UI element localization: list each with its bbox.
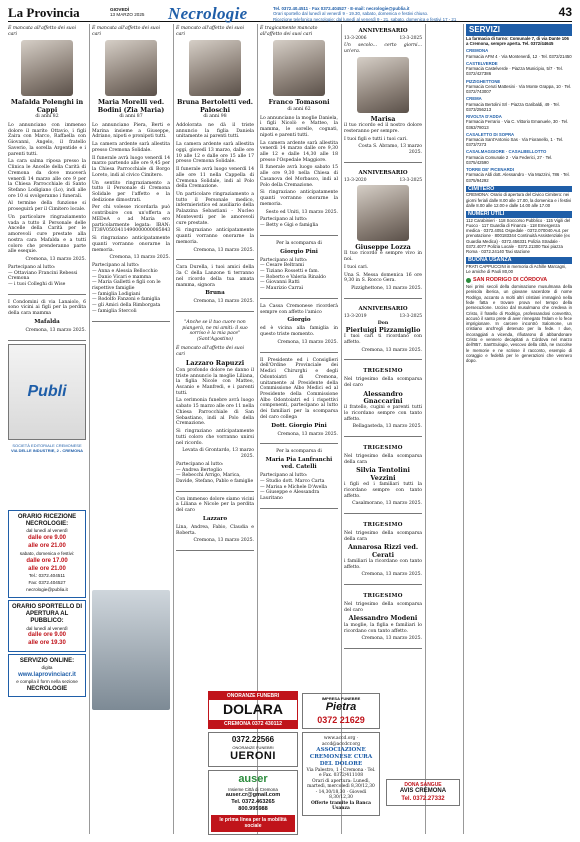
condolence-date: Cremona, 13 marzo 2025.	[25, 327, 86, 333]
obituary-quote: "Anche se il tuo cuore non piangerà, ne mi amiti: il suo sorriso è la mia pace" (Sant'Agostino)	[182, 320, 248, 343]
page-number: 43	[558, 5, 572, 19]
anniversary-text: I tuoi cari.	[344, 264, 369, 270]
online-service-box	[8, 654, 86, 697]
obituary-intro: È mancata all'affetto dei suoi cari	[92, 26, 160, 37]
saint-icon	[466, 278, 471, 283]
obituary-text: Il funerale avrà luogo sabato 15 alle ore 9,30 nella Chiesa di Casanova del Morbasco, indi al Polo della Cremazione.	[260, 165, 338, 188]
accd-ad-web: www.accd.org · accd@accdcr.org	[321, 736, 361, 747]
anniversary-pizzamiglio	[344, 302, 422, 361]
deceased-age: di anni 62	[287, 106, 311, 112]
reception-weekend-to: alle ore 21.00	[28, 565, 66, 572]
obituary-text: Lo annunciano Piera, Berti e Marina insieme a Giuseppe, Adriano, nipoti e pronipoti tutti.	[92, 122, 170, 140]
useful-numbers-title: NUMERI UTILI	[466, 211, 572, 218]
opening-hours-panel	[8, 508, 86, 697]
avis-ad-wrap	[386, 776, 460, 809]
condolence-date: Cremona, 13 marzo 2025.	[193, 299, 254, 305]
deceased-name: Giuseppe Lozza	[355, 243, 411, 251]
deceased-name: Alessandro Gnaccarini	[363, 389, 403, 405]
auser-ad-phone: Tel. 0372.463265	[231, 799, 275, 806]
column-4	[260, 24, 338, 512]
participants-list: Partecipano al lutto: — Anna e Alessia Bellocchio — Danio Vicari e mamma — Maria Galletti e figli con le rispettive famiglie — famiglia Lodigiani — Rodolfo Fanzoni e famiglia — gli Amici della Rimborgata — famiglia Stercoli	[92, 263, 161, 314]
dolara-ad	[208, 691, 298, 729]
online-service-section: NECROLOGIE	[26, 686, 68, 693]
condolence-pini-1	[260, 239, 338, 299]
column-1	[8, 24, 86, 453]
condolence-name: Maria Pia Lanfranchi ved. Catelli	[265, 457, 333, 471]
deceased-name: Franco Tomasoni	[268, 98, 330, 107]
condolence-text: Per la scomparsa di	[276, 240, 322, 246]
deceased-age: di anni 98	[203, 114, 227, 120]
anniversary-dates	[344, 314, 422, 320]
obituary-text: Con profondo dolore ne danno il triste annuncio la moglie Liliana, la figlia Nicole con Matteo, Ascanio e Manfredi, e i parenti tutti.	[176, 367, 254, 396]
trigesimo-text: Nel trigesimo della scomparsa del caro	[344, 601, 422, 613]
anniversary-date-to: 13-3-2025	[399, 35, 422, 41]
counter-hours-from: dalle ore 9.00	[27, 632, 67, 639]
reception-hours-weekend: sabato, domenica e festivi:	[19, 550, 75, 556]
obituary-place-date: Cremona, 13 marzo 2025.	[25, 257, 86, 263]
accd-ad-address: Via Palestro, 1 - Cremona · Tel. e Fax. 0372/411108	[306, 767, 376, 779]
anniversary-text: I tuoi figli e tutti i tuoi cari.	[344, 136, 408, 142]
pharmacy-town: CASALETTO DI SOPRA	[466, 131, 515, 137]
condolence-name: Giorgio	[287, 317, 311, 324]
trigesimo-text: il fratello, cugini e parenti tutti lo ricordano sempre con tanto affetto.	[344, 405, 422, 422]
trigesimo-gnaccarini	[344, 363, 422, 437]
condolence-name: Lazzaro	[202, 515, 228, 522]
issue-date-text: 13 MARZO 2025	[110, 12, 145, 18]
obituary-text: Si ringraziano anticipatamente quanti vorranno onorarne la memoria.	[92, 236, 170, 253]
portrait-photo	[21, 40, 73, 96]
condolence-text: I Condomini di via Lanaiolo, 6 sono vicini ai figli per la perdita della cara mamma	[8, 299, 86, 317]
deceased-name: Pierluigi Pizzamiglio	[345, 325, 421, 334]
accd-ad-title: ASSOCIAZIONE CREMONESE CURA DEL DOLORE	[309, 747, 373, 767]
trigesimo-place-date: Cremona, 13 marzo 2025.	[361, 572, 422, 578]
condolence-date: Cremona, 13 marzo 2025.	[277, 431, 338, 437]
accd-ad	[302, 732, 380, 816]
anniversary-dates	[344, 178, 422, 184]
trigesimo-place-date: Cremona, 13 marzo 2025.	[361, 636, 422, 642]
pharmacy-entry: Farmacia Castelverde · Piazza Municipio, 5/7 · Tel. 0372/427386	[466, 66, 563, 77]
contact-info	[273, 6, 456, 22]
condolence-bruna	[176, 263, 254, 312]
pharmacy-entry: Farmacia Ceruti Mattesini · Via Monte Grappa, 10 · Tel. 0372/743007	[466, 83, 572, 95]
condolence-pini-3	[260, 356, 338, 445]
pharmacy-list	[466, 36, 572, 274]
obituary-text: Lo annunciano la moglie Daniela, i figli Nicolò e Matteo, la mamma, le sorelle, cognati, nipoti e parenti tutti.	[260, 115, 338, 138]
obituary-text: Si ringraziano anticipatamente quanti vorranno onorarne la memoria.	[176, 228, 254, 245]
saint-of-day-text: Nei primi secoli della dominazione musulmana della penisola iberica, un giovane sacerdote di nome Rodrigo, accanto a molti altri cristiani immaginò nella fede fatta e trovare prova nel tempo della persecuzione. Ucciso dal musulmano che credeva in Cristo, il fratello di Rodrigo, professandosi convertito, accusò il santo prete di aver rinnegato l'Islam e lo fece imprigionare. In carcere incontrò Salomone, un cristiano anch'egli detenuto per la fede. I due, incoraggiati a vicenda, rifiutarono di abbandonare Cristo e vennero decapitati a Córdova nel marzo dell'857. Sant'Eulogio, vescovo della città, ne raccolse le memorie e ne scrisse il racconto, esempio di coraggio e fedeltà per le generazioni che vennero dopo.	[466, 284, 572, 364]
issue-date	[110, 7, 144, 18]
participants-list: Partecipano al lutto: — Studio dott. Marco Carta — Marisa e Michele D'Avella — Giuseppe e Alessandra Lauritano	[260, 473, 328, 501]
pharmacy-on-duty: La farmacia di turno: Comunale 7, di via Dante 106 a Cremona, sempre aperta. Tel. 0372/44645	[466, 36, 569, 47]
pietra-ad	[302, 693, 380, 729]
anniversary-label: ANNIVERSARIO	[358, 169, 408, 176]
obituary-place-date: Levata di Grontardo, 13 marzo 2025.	[182, 448, 254, 460]
reception-hours-box	[8, 510, 86, 598]
obituary-text: Addolorata ne dà il triste annuncio la figlia Daniela unitamente ai parenti tutti.	[176, 122, 254, 140]
newspaper-logo: La Provincia	[8, 5, 80, 20]
trigesimo-text: i figli ed i familiari tutti la ricordano sempre con tanto affetto.	[344, 482, 422, 499]
obituary-polenghi	[8, 24, 86, 295]
deceased-name: Marisa	[370, 114, 396, 123]
anniversary-marisa	[344, 24, 422, 163]
condolence-text: ed è vicina alla famiglia in questo triste momento.	[260, 326, 338, 338]
buona-usanza-text: FRATI CAPPUCCINI in memoria di Achille Marcagni, Le amiche di Paoli 80,00	[466, 263, 567, 275]
trigesimo-text: Nel trigesimo della scomparsa della cara	[344, 453, 422, 465]
column-3	[176, 24, 254, 554]
obituary-text: Il funerale avrà luogo venerdì 14 alle ore 11 nella Cappella di Cremona Solidale, indi al Polo della Cremazione.	[176, 167, 254, 190]
publia-subtitle: SOCIETÀ EDITORIALE CREMONESE	[12, 442, 82, 448]
ueroni-ad-label: ONORANZE FUNEBRI	[232, 745, 274, 751]
reception-hours-to: alle ore 21.00	[28, 543, 66, 550]
portrait-photo	[273, 40, 325, 96]
obituary-intro: È tragicamente mancato all'affetto dei suoi cari	[260, 26, 318, 37]
condolence-text: Con immenso dolore siamo vicini a Liliana e Nicole per la perdita del caro	[176, 496, 254, 514]
trigesimo-place-date: Casalmorano, 13 marzo 2025.	[352, 501, 422, 507]
pharmacy-entry: Farmacia Sant'Antonio Sas · Via Fioranello, 1 · Tel. 0373/7273	[466, 136, 564, 148]
pharmacy-town: CASTELVERDE	[466, 60, 498, 66]
pharmacy-entry: Farmacia AFM 4 · Via Montenerdi, 12 · Tel. 0372/21450	[466, 53, 572, 59]
reception-hours-days: dal lunedì al venerdì	[26, 528, 68, 534]
avis-ad	[386, 779, 460, 806]
deceased-age: di anni 87	[119, 114, 143, 120]
publia-ad	[8, 344, 86, 440]
obituary-text: Un particolare ringraziamento vada a tutto il Personale delle Ancelle della Carità per le amorevoli cure prestate alla nostra cara Mafalda e a tutti coloro che prenderanno parte alle esequie.	[8, 214, 86, 255]
anniversary-label: ANNIVERSARIO	[358, 28, 408, 34]
services-sidebar	[466, 24, 572, 363]
auser-ad-email: auser.cr@gmail.com	[225, 792, 281, 799]
obituary-rapuzzi	[176, 315, 254, 492]
obituary-bertoletti	[176, 24, 254, 260]
obituary-place-date: Cremona, 13 marzo 2025.	[109, 255, 170, 261]
trigesimo-label: TRIGESIMO	[363, 593, 403, 600]
column-2	[92, 24, 170, 325]
trigesimo-place-date: Bellagasteda, 13 marzo 2025.	[352, 424, 422, 430]
trigesimo-text: Nel trigesimo della scomparsa del caro	[344, 377, 422, 388]
reception-hours-from: dalle ore 9.00	[27, 535, 67, 542]
pietra-ad-name: Pietra	[325, 701, 357, 713]
auser-ad-subtitle: Insieme Città di Cremona	[228, 786, 278, 792]
obituary-tomasoni	[260, 24, 338, 236]
condolence-signers: Lina, Andrea, Fabio, Claudia e Roberta.	[176, 524, 254, 536]
contact-line-3: Ricezione telefonica necrologie: dal lunedì al venerdì 9 - 21, sabato, domenica e festivi 17 - 21	[273, 16, 457, 22]
anniversary-place-date: Costa S. Abramo, 13 marzo 2025.	[358, 144, 422, 156]
deceased-name: Bruna Bertoletti ved. Paloschi	[177, 98, 253, 114]
publia-address: VIA DELLE INDUSTRIE, 2 - CREMONA	[10, 447, 84, 453]
saint-name: SAN RODRIGO DI CÓRDOVA	[473, 277, 548, 284]
deceased-age: di anni 82	[35, 114, 59, 120]
dolara-ad-label: ONORANZE FUNEBRI	[209, 692, 297, 700]
ueroni-ad-phone: 0372.22566	[231, 735, 275, 745]
anniversary-lozza	[344, 166, 422, 299]
anniversary-text: Un secolo... certo giorni... un'era.	[344, 43, 422, 54]
online-service-url[interactable]: www.laprovinciacr.it	[18, 672, 76, 679]
deceased-title: Don	[377, 321, 389, 327]
pharmacy-entry: Farmacia Bertolini Srl · Piazza Garibaldi, 49 · Tel. 0373/256213	[466, 101, 560, 112]
online-service-title: SERVIZIO ONLINE:	[19, 658, 75, 665]
obituary-text: La cara salma riposa presso la Clinica le Ancelle della Carità di Cremona da dove muoverà venerdì 14 marzo alle ore 9 per la Chiesa Parrocchiale di Santo Stefano Lodigiano (Lo), indi alle ore 10 si svolgeranno i funerali.	[8, 159, 86, 199]
buona-usanza-title: BUONA USANZA	[466, 257, 572, 264]
reception-weekend-from: dalle ore 17.00	[26, 557, 68, 564]
deceased-name: Maria Morelli ved. Bodini (Zia Maria)	[97, 98, 165, 114]
obituary-text: Un sentito ringraziamento a tutto il Personale di Cremona Solidale per l'affetto e la dedizione dimostrati.	[92, 180, 170, 203]
auser-ad-name: auser	[238, 773, 268, 785]
condolence-text: La Cassa Cremonese ricorderà sempre con affetto l'amico	[260, 303, 338, 315]
anniversary-place-date: Cremona, 13 marzo 2025.	[361, 347, 422, 353]
obituary-intro: È mancata all'affetto dei suoi cari	[8, 26, 76, 37]
condolence-date: Cremona, 13 marzo 2025.	[277, 339, 338, 345]
accd-ad-hours: Orari di apertura: Lunedì, martedì, mercoledì 8,30/12,30 - 14,30/18,30 · Giovedì 8,30/12,30	[307, 778, 375, 801]
anniversary-text: il tuo ricordo ed il nostro dolore resteranno per sempre.	[344, 123, 422, 134]
deceased-name: Mafalda Polenghi in Cappi	[10, 98, 84, 114]
anniversary-text: Il tuo ricordo è sempre vivo in noi.	[344, 251, 422, 263]
obituary-text: Si ringraziano anticipatamente tutti coloro che vorranno unirsi nel ricordo.	[176, 429, 254, 446]
portrait-photo	[357, 185, 409, 241]
deceased-name: Lazzaro Rapuzzi	[185, 359, 245, 368]
obituary-text: La camera ardente sarà allestita venerdì 14 marzo dalle ore 9,30 alle 12 e dalle 14,30 alle 18 presso l'Ospedale Maggiore.	[260, 140, 338, 163]
column-5	[344, 24, 422, 652]
pharmacy-town: RIVOLTA D'ADDA	[466, 114, 502, 120]
useful-numbers-list: 112 Carabinieri · 118 Soccorso Pubblico · 115 Vigili del Fuoco · 117 Guardia di Finanza · 118 Emergenza medica · 0372.4051 Ospedale · 0372.070040 Aut. per prenotazione · 800183344 Continuità Assistenziale (ex Guardia Medica) · 0372.456331 Polizia Stradale · 0372.4077 Polizia Locale · 0372.21300 Taxi piazza Roma · 0372.24140 Taxi stazione	[466, 217, 571, 255]
funeral-ads-stack	[208, 688, 298, 838]
pharmacy-town: TORRE DE' PICENARDI	[466, 167, 514, 173]
participants-list: Partecipano al lutto: — Cesare Beltrami — Tiziano Rossetti e fam. — Roberto e Valeria Rinaldo — Giovanni Ratti — Maurizio Carraì	[260, 257, 326, 292]
online-service-instructions: digita	[41, 665, 53, 671]
avis-ad-name: AVIS CREMONA	[399, 788, 447, 795]
ueroni-ad-name: UERONI	[230, 750, 276, 763]
obituary-text: La camera ardente sarà allestita oggi, giovedì 13 marzo, dalle ore 10 alle 12 e dalle ore 15 alle 17 presso Cremona Solidale.	[176, 142, 254, 165]
counter-hours-box	[8, 600, 86, 652]
condolence-date: Cremona, 13 marzo 2025.	[193, 538, 254, 544]
condolence-text: Cara Durella, i tuoi amici della 3a C della Lanzone ti terranno nel ricordo della tua amata mamma, signora	[176, 265, 254, 288]
anniversary-text: Una S. Messa domenica 16 ore 9,30 in S. Rocco Gera.	[344, 272, 422, 284]
condolence-pini-2	[260, 302, 338, 353]
pharmacy-town: PIZZIGHETTONE	[466, 78, 501, 84]
anniversary-date-to: 13-3-2025	[399, 313, 422, 319]
contact-line-2: Orari sportello dal lunedì al venerdì 9 - 19.30, sabato, domenica e festivi chiuso.	[273, 11, 429, 17]
condolence-text: Per la scomparsa di	[276, 449, 322, 455]
pharmacy-entry: Farmacia Comunale 2 · Via Federici, 27 · Tel. 0375/42590	[466, 154, 553, 165]
obituary-text: Lo annunciano con immenso dolore il marito Ottavio, i figli Zaira con Marco, Raffaella con Giovanni, Angelo, il fratello Saverio, la sorella Argentide e i parenti tutti.	[8, 122, 86, 157]
trigesimo-label: TRIGESIMO	[363, 445, 403, 452]
portrait-photo	[189, 40, 241, 96]
anniversary-date-from: 13-3-2006	[344, 35, 367, 41]
participants-list: Partecipano al lutto: — Andrea Bertoglio — Rebecchi Arrigo, Marica, Davide, Stefano, Pablo e famiglie	[176, 461, 254, 484]
obituary-text: La cerimonia funebre avrà luogo sabato 15 marzo alle ore 11 nella Chiesa Parrocchiale di San Sebastiano, indi al Polo della Cremazione.	[176, 398, 254, 427]
reception-phone: Tel.: 0372.404511	[28, 573, 66, 579]
anniversary-text: I tuoi cari ti ricordano con affetto.	[344, 334, 422, 345]
trigesimo-label: TRIGESIMO	[363, 368, 403, 375]
obituary-text: Si ringraziano anticipatamente quanti vorranno onorarne la memoria.	[260, 190, 338, 207]
obituary-text: La camera ardente sarà allestita presso Cremona Solidale.	[92, 142, 170, 153]
services-title: SERVIZI	[466, 24, 572, 36]
deceased-name: Annarosa Rizzi ved. Cerati	[347, 543, 419, 559]
participants-list: Partecipano al lutto: — Ottaviano Francini Rebessi Cremona — i tuoi Colleghi di Wise	[8, 264, 78, 288]
anniversary-place-date: Pizzighettone, 13 marzo 2025.	[351, 286, 422, 292]
pietra-ad-label: IMPRESA FUNEBRE	[321, 696, 361, 701]
dolara-ad-phone: CREMONA 0372 430112	[209, 720, 297, 729]
reception-hours-title: ORARIO RICEZIONE NECROLOGIE:	[17, 514, 77, 528]
pharmacy-town: CASALMAGGIORE · CASALBELLOTTO	[466, 149, 547, 155]
reception-fax: Fax: 0372.404527	[28, 580, 66, 586]
pharmacy-town: CREMONA	[466, 48, 489, 54]
obituary-text: Il funerale avrà luogo venerdì 14 marzo partendo alle ore 9,45 per la Chiesa Parrocchiale di Borgo Loreto, indi al civico Cimitero.	[92, 155, 170, 178]
anniversary-label: ANNIVERSARIO	[358, 305, 408, 312]
anniversary-date-from: 13-3-2020	[344, 177, 367, 183]
cemetery-section-title: CIMITERO	[466, 186, 572, 193]
dolara-ad-name: DOLARA	[223, 701, 283, 718]
obituary-text: Al termine della funzione si proseguirà per il Cimitero locale.	[8, 201, 86, 213]
trigesimo-label: TRIGESIMO	[363, 522, 403, 529]
auser-ad-tollfree: 800.995988	[238, 806, 268, 813]
obituary-text: Un particolare ringraziamento a tutto il Personale medico, infermieristico ed ausiliario della Palazzina Sebastiani - Nucleo Monteverdi per le amorevoli cure prestate.	[176, 192, 254, 226]
auser-ad-tagline: le prima linea per la mobilità sociale	[211, 815, 295, 832]
issue-day: GIOVEDÌ	[110, 7, 130, 12]
obituary-intro: È mancato all'affetto dei suoi cari	[176, 26, 244, 37]
condolence-name: Bruna	[205, 290, 225, 297]
condolence-name: Dott. Giorgio Pini	[271, 422, 327, 429]
office-building-photo	[92, 590, 170, 710]
counter-hours-to: alle ore 19.30	[28, 640, 66, 647]
anniversary-date-to: 13-3-2025	[399, 177, 422, 183]
pietra-ad-phone: 0372 21629	[317, 714, 365, 725]
cemetery-hours: CREMONA: Orario di apertura del Civico Cimitero: nei giorni feriali dalle 8.00 alle 17.00, la domenica e i festivi dalle 8.00 alle 12.00 e dalle 14.00 alle 17.00	[466, 192, 572, 208]
condolence-lanfranchi	[260, 447, 338, 508]
trigesimo-tentolini	[344, 440, 422, 514]
avis-ad-title: DONA SANGUE	[404, 782, 442, 788]
condolence-text: Il Presidente ed i Consiglieri dell'Ordine Provinciale dei Medici Chirurghi e degli Odontoiatri di Cremona, unitamente al Presidente della Commissione Albo Medici ed al Presidente della Commissione Albo Odontoiatri ed i rispettivi componenti, partecipano al lutto dei familiari per la scomparsa del caro collega	[260, 357, 338, 420]
pharmacy-entry: Farmacia Aldi dott. Alessandro · Via Mazzini, 786 · Tel. 0375/94292	[466, 172, 570, 183]
trigesimo-text: la moglie, la figlia e familiari lo ricordano con tanto affetto.	[344, 622, 422, 634]
ueroni-ad	[208, 732, 298, 767]
auser-ad	[208, 770, 298, 835]
condolence-condomini	[8, 298, 86, 341]
portrait-photo	[357, 57, 409, 113]
saint-of-day-title	[466, 277, 572, 284]
obituary-place-date: Cremona, 13 marzo 2025.	[193, 247, 254, 253]
avis-ad-phone: Tel. 0372.27332	[401, 795, 445, 802]
anniversary-dates	[344, 36, 422, 42]
deceased-name: Alessandro Modeni	[348, 614, 418, 623]
obituary-text: Per chi volesse ricordarla può contribuire con un'offerta a MEDeA o ad Maria ero particolarmente legata: IBAN: IT38V0503411490000000085843	[92, 205, 170, 234]
participants-list: Partecipano al lutto: — Betty e Gigi e famiglia	[260, 217, 319, 229]
obituary-intro: È mancato all'affetto dei suoi cari	[176, 345, 244, 357]
condolence-name: Mafalda	[34, 318, 60, 325]
condolence-name: Giorgio Pini	[280, 248, 318, 255]
trigesimo-text: i familiari la ricordano con tanto affetto.	[344, 559, 422, 570]
obituary-place-date: Sesto ed Uniti, 13 marzo 2025.	[265, 209, 338, 215]
counter-hours-title: ORARIO SPORTELLO DI APERTURA AL PUBBLICO:	[11, 604, 82, 625]
pharmacy-entry: Farmacia Ferrario · Via C. Vittorio Emanuele, 30 · Tel. 0363/78013	[466, 119, 569, 130]
counter-hours-days: dal lunedì al venerdì	[26, 625, 68, 631]
masthead	[8, 4, 572, 22]
trigesimo-text: Nel trigesimo della scomparsa della cara	[344, 530, 422, 542]
publia-logo: Publi	[27, 382, 67, 400]
deceased-name: Silvia Tentolini Vezzini	[356, 466, 410, 482]
trigesimo-rizzi	[344, 517, 422, 585]
condolence-lazzaro	[176, 495, 254, 551]
portrait-photo	[105, 40, 157, 96]
contact-line-1: Tel. 0372.40.4511 · Fax 0372.404527 · E-mail: necrologie@publia.it	[273, 6, 410, 11]
accd-ad-donations: Offerte tramite la Banca Usanza	[310, 800, 372, 812]
obituary-morelli	[92, 24, 170, 322]
trigesimo-modeni	[344, 588, 422, 649]
anniversary-date-from: 13-3-2019	[344, 313, 367, 319]
online-service-form: e compila il form nella sezione	[16, 679, 78, 685]
ads-column-4	[302, 690, 380, 819]
pharmacy-town: CREMA	[466, 96, 482, 102]
reception-email: necrologie@publia.it	[26, 587, 68, 593]
section-title: Necrologie	[168, 4, 248, 23]
